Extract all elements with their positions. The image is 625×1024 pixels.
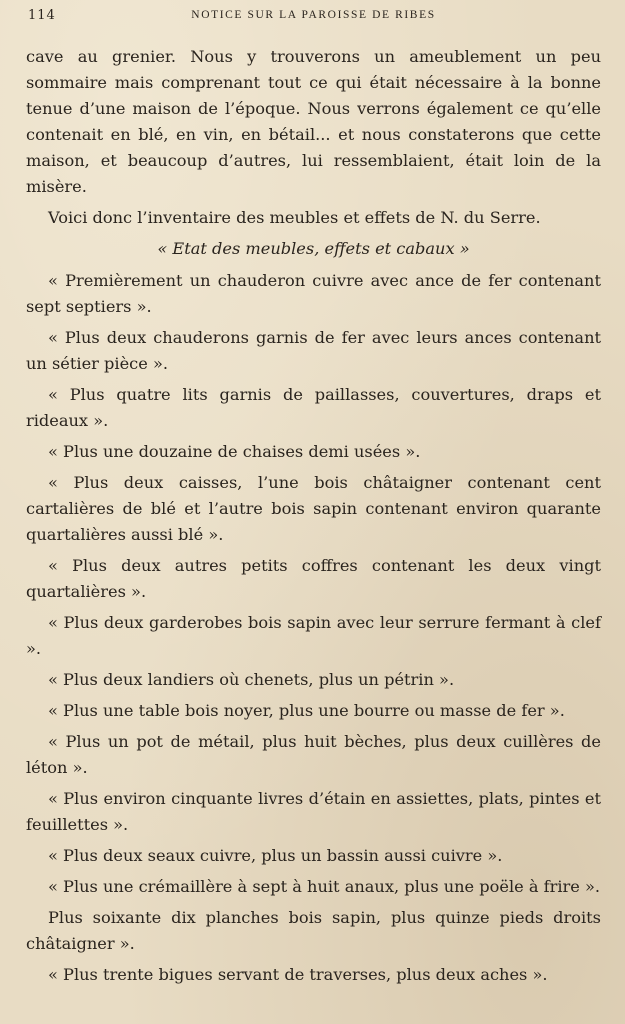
inventory-item: « Plus une douzaine de chaises demi usées ». — [48, 442, 421, 461]
inventory-item: « Plus trente bigues servant de traverses, plus deux aches ». — [48, 965, 548, 984]
inventory-item: « Plus un pot de métail, plus huit bèches, plus deux cuillères de léton ». — [26, 732, 601, 777]
section-title: « Etat des meubles, effets et cabaux » — [157, 239, 470, 258]
running-title: NOTICE SUR LA PAROISSE DE RIBES — [191, 9, 436, 21]
inventory-intro: Voici donc l’inventaire des meubles et effets de N. du Serre. — [48, 208, 541, 227]
inventory-item: « Plus environ cinquante livres d’étain en assiettes, plats, pintes et feuillettes ». — [26, 789, 601, 834]
inventory-item: « Plus deux autres petits coffres contenant les deux vingt quartalières ». — [26, 556, 601, 601]
inventory-item: « Plus deux caisses, l’une bois châtaigner contenant cent cartalières de blé et l’autre bois sapin contenant environ quarante quartalières aussi blé ». — [26, 473, 601, 544]
inventory-item: « Plus deux landiers où chenets, plus un pétrin ». — [48, 670, 455, 689]
inventory-item: « Plus une crémaillère à sept à huit anaux, plus une poële à frire ». — [48, 877, 601, 896]
page-number: 114 — [28, 8, 56, 23]
inventory-item: « Plus deux seaux cuivre, plus un bassin aussi cuivre ». — [48, 846, 503, 865]
inventory-item: « Plus une table bois noyer, plus une bourre ou masse de fer ». — [48, 701, 565, 720]
inventory-item: « Premièrement un chauderon cuivre avec ance de fer contenant sept septiers ». — [26, 271, 601, 316]
inventory-item: « Plus quatre lits garnis de paillasses, couvertures, draps et rideaux ». — [26, 385, 601, 430]
intro-paragraph: cave au grenier. Nous y trouverons un ameublement un peu sommaire mais comprenant tout ce qui était nécessaire à la bonne tenue d’une maison de l’époque. Nous verrons également ce qu’elle contenait en blé, en vin, en bétail... et nous constaterons que cette maison, et beaucoup d’autres, lui ressemblaient, était loin de la misère. — [26, 47, 601, 196]
inventory-item: « Plus deux chauderons garnis de fer avec leurs ances contenant un sétier pièce ». — [26, 328, 601, 373]
page-header — [26, 6, 601, 32]
inventory-item: Plus soixante dix planches bois sapin, plus quinze pieds droits châtaigner ». — [26, 908, 601, 953]
inventory-item: « Plus deux garderobes bois sapin avec leur serrure fermant à clef ». — [26, 613, 601, 658]
page-body — [26, 44, 601, 988]
